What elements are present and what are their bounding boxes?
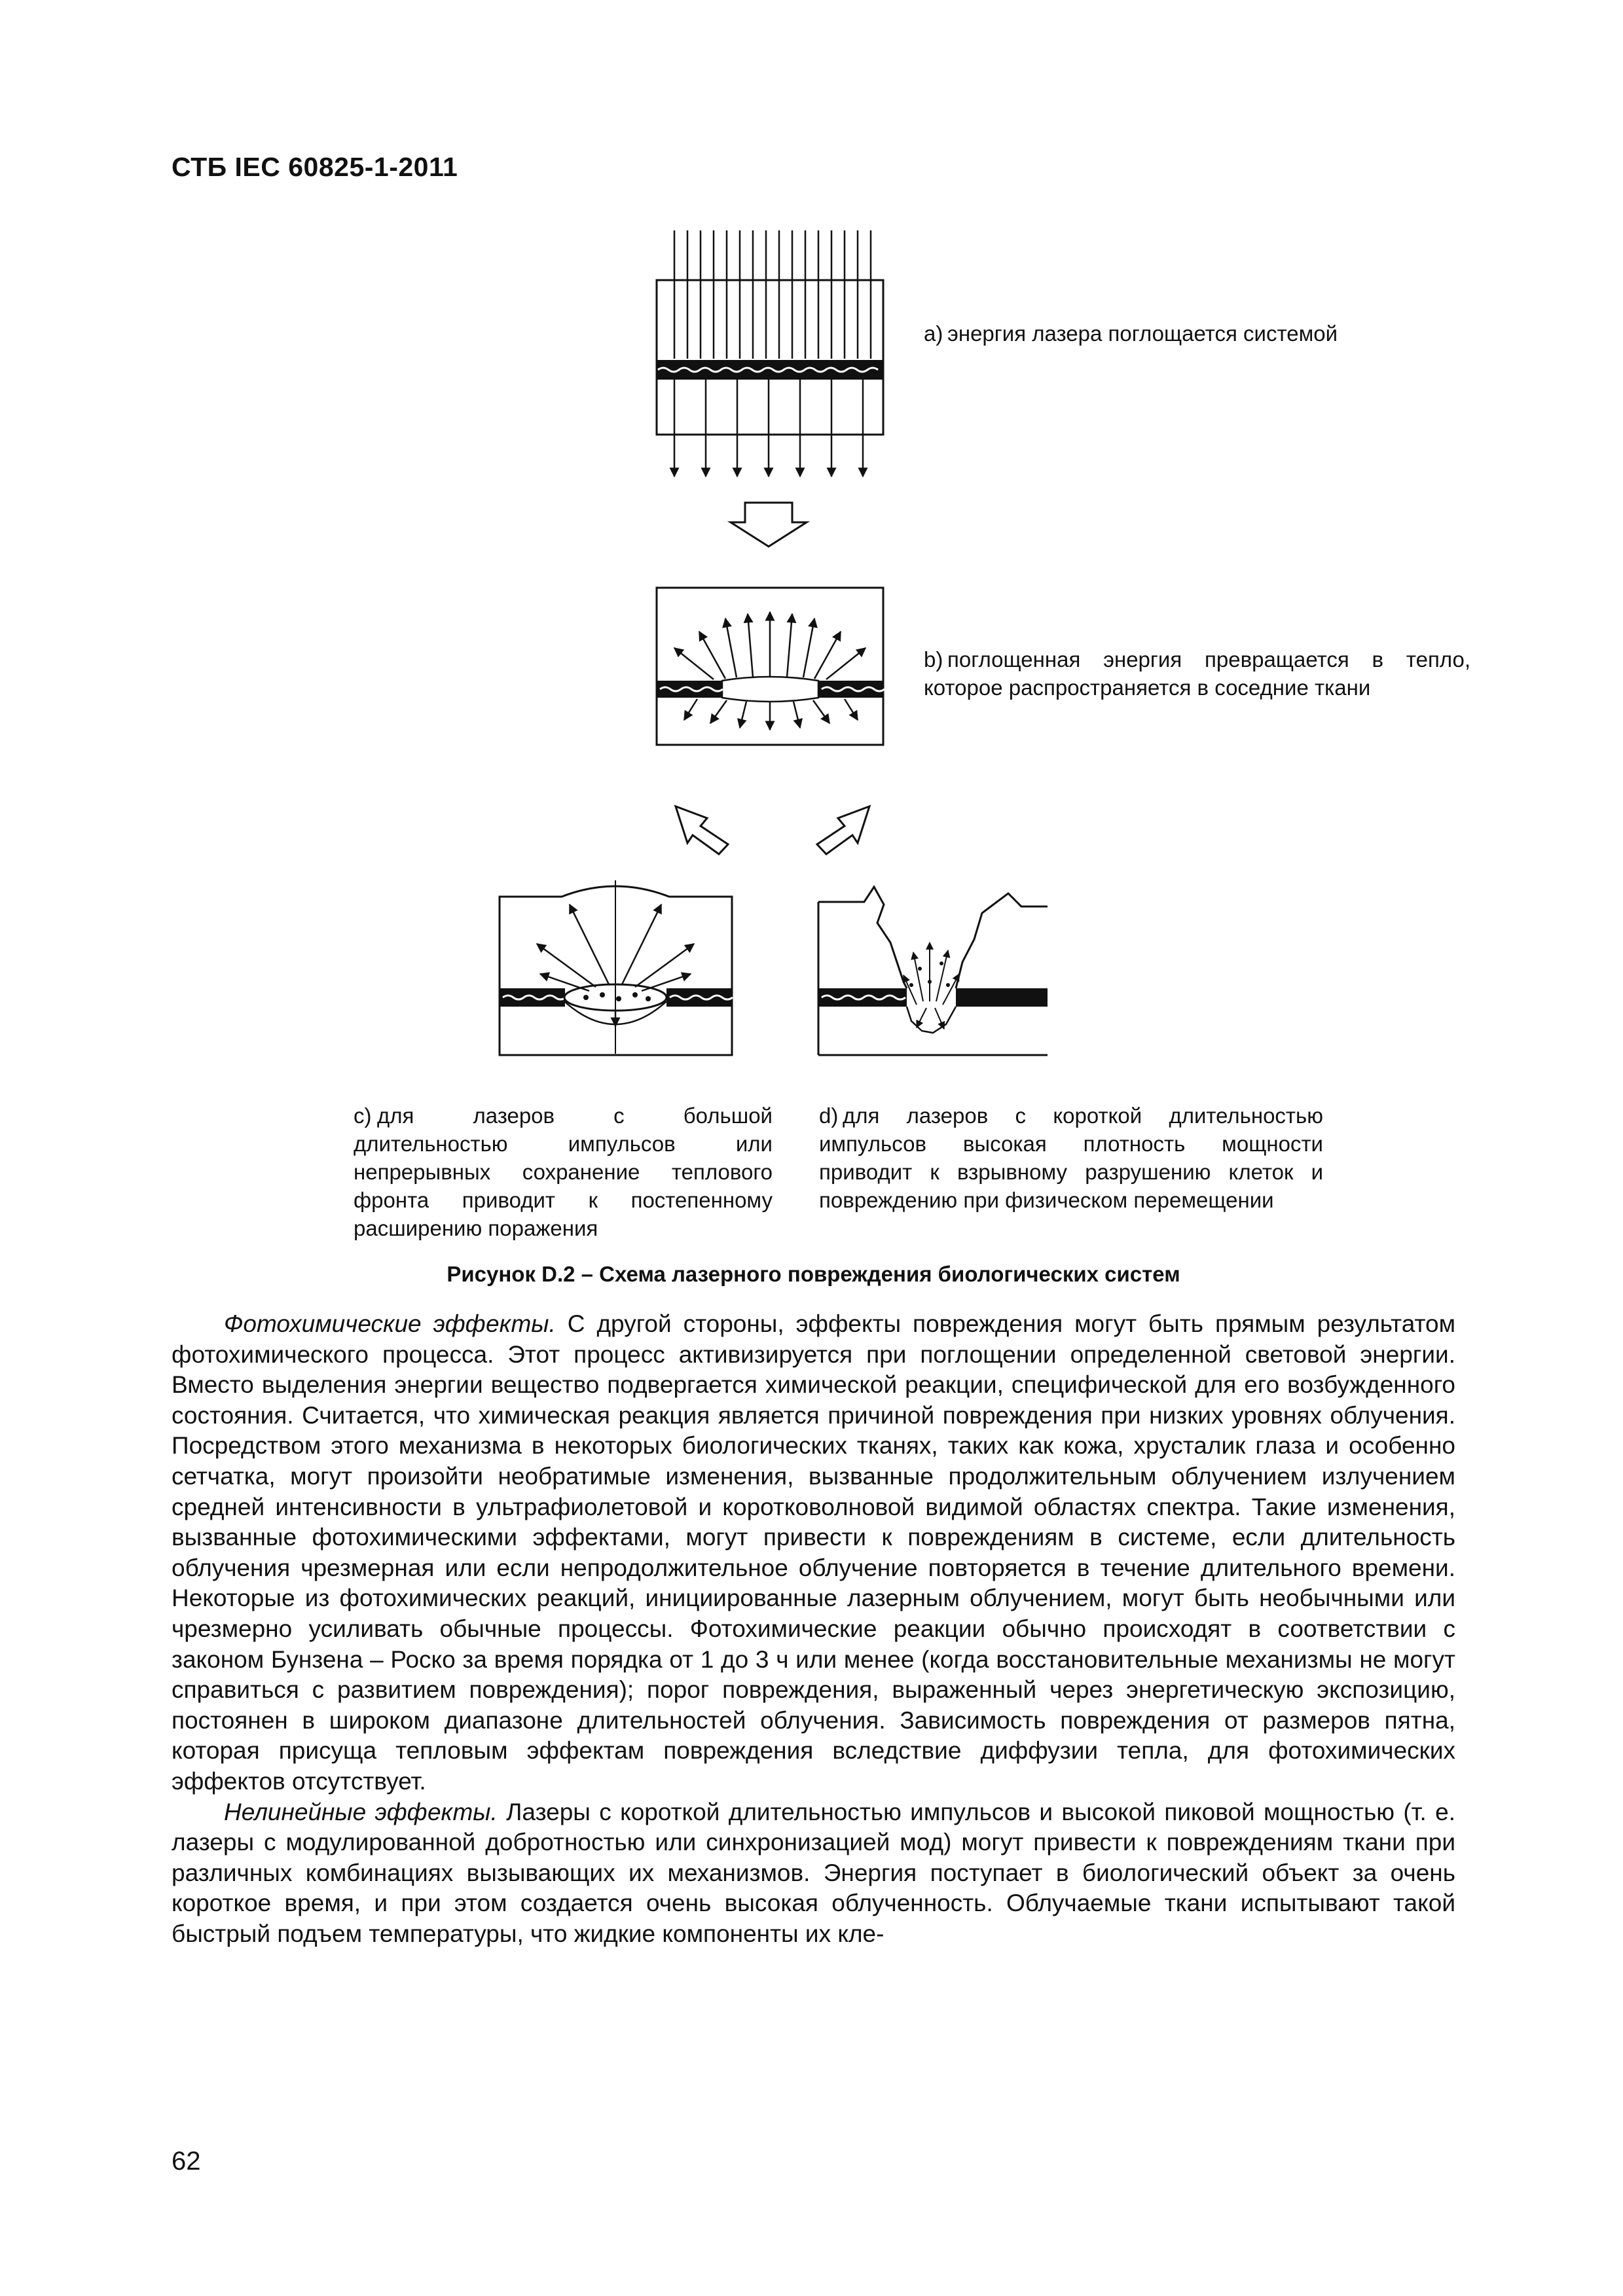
caption-a bbox=[924, 319, 1421, 348]
caption-b-label: b) bbox=[924, 647, 943, 672]
paragraph-photochemical-text: С другой стороны, эффекты повреждения могут быть прямым результатом фотохимического процесса. Этот процесс активизируется при поглощении определенной световой энергии. Вместо выделения энергии вещество подвергается химической реакции, специфической для его возбужденного состояния. Считается, что химическая реакция является причиной повреждения при низких уровнях облучения. Посредством этого механизма в некоторых биологических тканях, таких как кожа, хрусталик глаза и особенно сетчатка, могут произойти необратимые изменения, вызванные продолжительным облучением излучением средней интенсивности в ультрафиолетовой и коротковолновой видимой областях спектра. Такие изменения, вызванные фотохимическими эффектами, могут привести к повреждениям в системе, если длительность облучения чрезмерная или если непродолжительное облучение повторяется в течение длительного времени. Некоторые из фотохимических реакций, инициированные лазерным облучением, могут быть необычными или чрезмерно усиливать обычные процессы. Фотохимические реакции обычно происходят в соответствии с законом Бунзена – Роско за время порядка от 1 до 3 ч или менее (когда восстановительные механизмы не могут справиться с развитием повреждения); порог повреждения, выраженный через энергетическую экспозицию, постоянен в широком диапазоне длительностей облучения. Зависимость повреждения от размеров пятна, которая присуща тепловым эффектам повреждения вследствие диффузии тепла, для фотохимических эффектов отсутствует. bbox=[172, 1310, 1456, 1795]
paragraph-photochemical bbox=[172, 1309, 1455, 1797]
paragraph-photochemical-lead: Фотохимические эффекты. bbox=[224, 1310, 556, 1337]
panel-c-diagram bbox=[500, 880, 733, 1055]
transition-arrow-down bbox=[731, 503, 807, 547]
body-text bbox=[172, 1309, 1455, 1949]
caption-c-label: c) bbox=[354, 1103, 372, 1128]
laser-damage-figure bbox=[0, 0, 1623, 1113]
paragraph-nonlinear-lead: Нелинейные эффекты. bbox=[224, 1798, 498, 1825]
caption-b-text: поглощенная энергия превращается в тепло, которое распространяется в соседние ткани bbox=[924, 647, 1470, 700]
transition-arrow-right bbox=[817, 806, 869, 854]
transition-arrow-left bbox=[676, 806, 728, 854]
caption-a-label: a) bbox=[924, 321, 943, 346]
panel-a-diagram bbox=[657, 230, 883, 476]
paragraph-nonlinear bbox=[172, 1797, 1455, 1950]
caption-d-text: для лазеров с короткой длительностью импульсов высокая плотность мощности приводит к взрывному разрушению клеток и повреждению при физическом перемещении bbox=[819, 1103, 1323, 1212]
panel-d-diagram bbox=[818, 887, 1048, 1055]
panel-b-diagram bbox=[657, 588, 884, 745]
caption-b bbox=[924, 645, 1470, 702]
paragraph-nonlinear-text: Лазеры с короткой длительностью импульсов и высокой пиковой мощностью (т. е. лазеры с модулированной добротностью или синхронизацией мод) могут привести к повреждениям ткани при различных комбинациях вызывающих их механизмов. Энергия поступает в биологический объект за очень короткое время, и при этом создается очень высокая облученность. Облучаемые ткани испытывают такой быстрый подъем температуры, что жидкие компоненты их кле- bbox=[172, 1798, 1456, 1947]
figure-title: Рисунок D.2 – Схема лазерного повреждения биологических систем bbox=[447, 1262, 1180, 1286]
caption-c-text: для лазеров с большой длительностью импульсов или непрерывных сохранение теплового фронта приводит к постепенному расширению поражения bbox=[354, 1103, 773, 1240]
document-header-code: СТБ IEC 60825-1-2011 bbox=[172, 152, 458, 182]
caption-c bbox=[354, 1102, 773, 1242]
caption-d bbox=[819, 1102, 1323, 1214]
caption-a-text: энергия лазера поглощается системой bbox=[947, 321, 1338, 346]
caption-d-label: d) bbox=[819, 1103, 839, 1128]
page-number: 62 bbox=[172, 2147, 201, 2176]
